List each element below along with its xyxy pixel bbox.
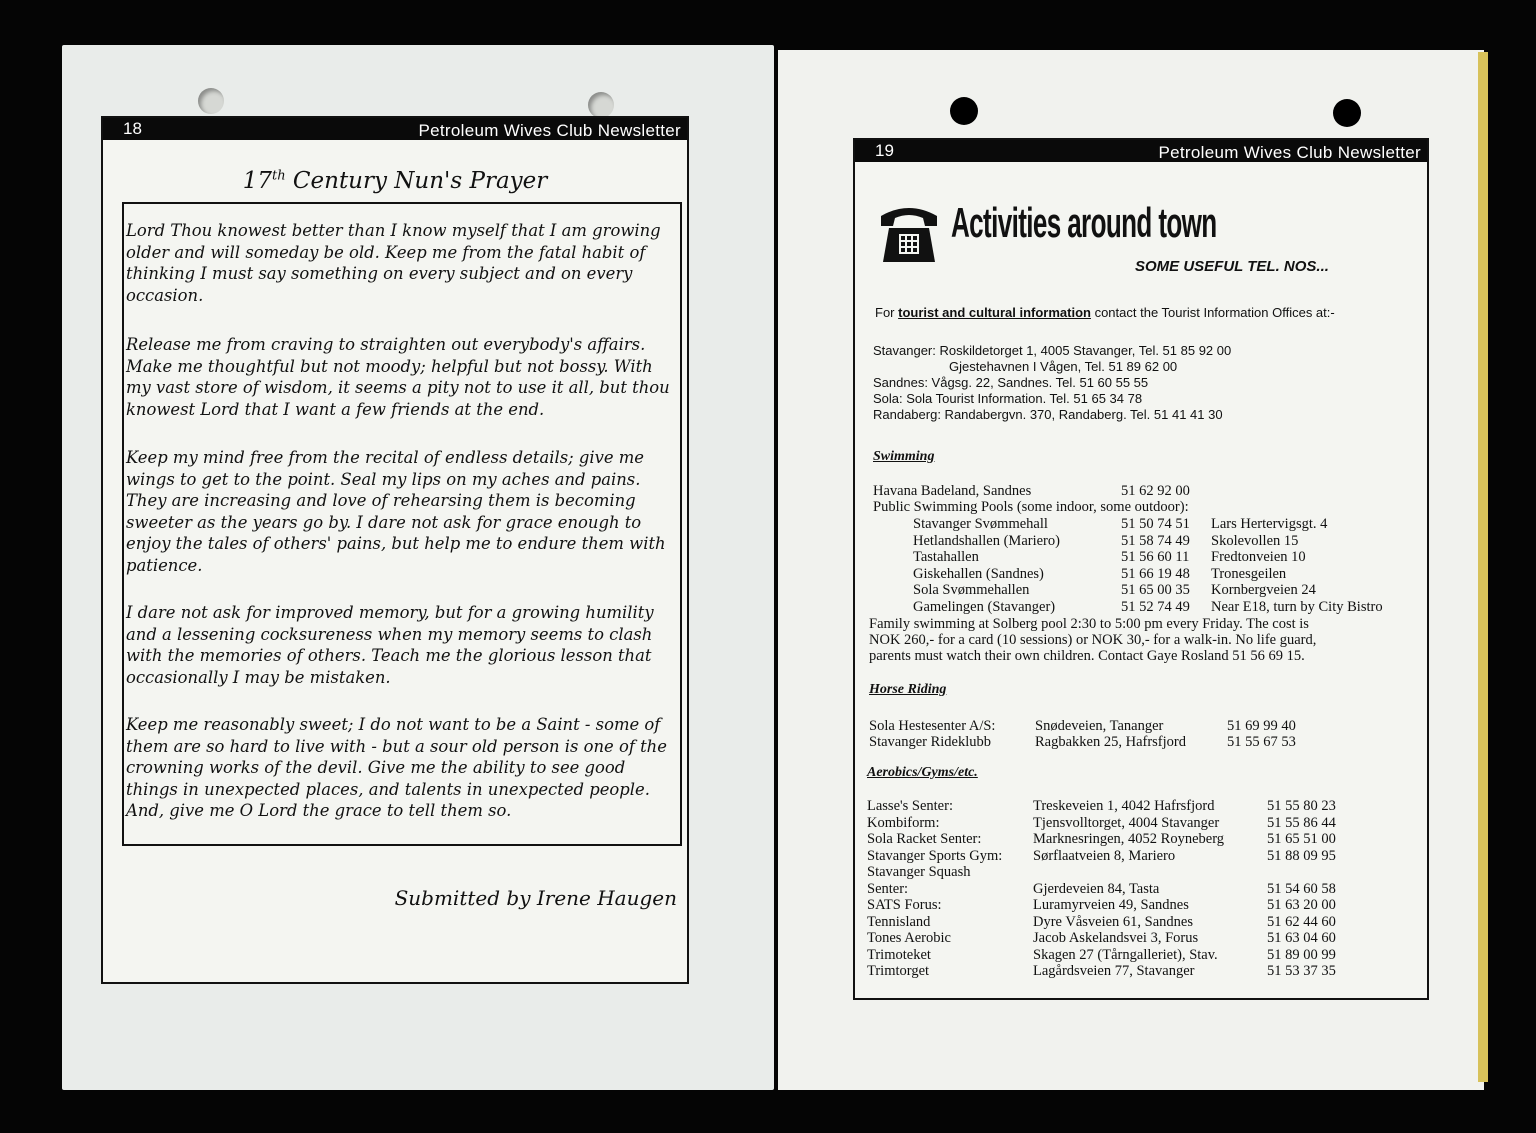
yellow-page-edge [1478,52,1488,1082]
swimming-heading: Swimming [873,449,935,464]
prayer-title [103,168,687,194]
gym-address: Lagårdsveien 77, Stavanger [1033,963,1195,979]
aerobics-heading: Aerobics/Gyms/etc. [867,765,978,780]
gym-address: Tjensvolltorget, 4004 Stavanger [1033,814,1220,831]
family-swim-line: NOK 260,- for a card (10 sessions) or NOK 30,- for a walk-in. No life guard, [869,632,1317,648]
pool-address: Tronesgeilen [1211,565,1287,582]
gym-name: Sola Racket Senter: [867,831,982,847]
pool-name: Giskehallen (Sandnes) [913,565,1044,582]
prayer-paragraph-4: I dare not ask for improved memory, but for a growing humility and a lessening cocksureness when my memory seems to clash with the memories of others. Teach me the glorious lesson that occasionally I may be mistaken. [126,603,654,687]
pool-tel: 51 58 74 49 [1121,532,1190,549]
gym-tel: 51 89 00 99 [1267,946,1336,963]
pool-name: Sola Svømmehallen [913,582,1030,599]
family-swim-line: parents must watch their own children. Contact Gaye Rosland 51 56 69 15. [869,648,1305,664]
horse-address: Snødeveien, Tananger [1035,718,1164,734]
title-number: 17 [242,168,272,194]
pool-tel: 51 52 74 49 [1121,599,1190,615]
tourist-intro [875,305,1335,320]
pool-tel: 51 50 74 51 [1121,516,1190,532]
gym-name: Tennisland [867,913,931,930]
gym-name: SATS Forus: [867,897,942,913]
page-number: 19 [875,141,894,160]
gym-address: Marknesringen, 4052 Royneberg [1033,831,1225,847]
pool-tel: 51 66 19 48 [1121,565,1190,582]
right-header-bar [855,140,1427,162]
gym-address: Dyre Våsveien 61, Sandnes [1033,913,1194,930]
tourist-line: Sola: Sola Tourist Information. Tel. 51 65 34 78 [873,391,1143,406]
gym-name: Stavanger Sports Gym: [867,847,1003,864]
gym-tel: 51 55 80 23 [1267,798,1336,814]
punch-hole-left-2 [588,92,614,118]
gym-name: Trimtorget [867,963,930,979]
pool-address: Near E18, turn by City Bistro [1211,599,1383,615]
pool-tel: 51 65 00 35 [1121,582,1190,599]
tourist-info-link: tourist and cultural information [898,305,1091,320]
gym-tel: 51 54 60 58 [1267,880,1336,897]
tourist-line: Randaberg: Randabergvn. 370, Randaberg. Tel. 51 41 41 30 [873,407,1223,422]
punch-hole-left-1 [198,88,224,114]
tourist-line: Stavanger: Roskildetorget 1, 4005 Stavanger, Tel. 51 85 92 00 [873,343,1232,358]
prayer-paragraph-5: Keep me reasonably sweet; I do not want to be a Saint - some of them are so hard to live with - but a sour old person is one of the crowning works of the devil. Give me the ability to see good things in unexpected places, and talents in unexpected people. And, give me O Lord the grace to tell them so. [126,715,667,820]
pool-tel: 51 56 60 11 [1121,549,1190,566]
page-number: 18 [123,119,142,138]
pool-address: Lars Hertervigsgt. 4 [1211,516,1328,532]
gym-name: Kombiform: [867,814,940,831]
activities-title: Activities around town [951,199,1217,246]
newsletter-title: Petroleum Wives Club Newsletter [418,121,681,140]
gym-tel: 51 62 44 60 [1267,913,1336,930]
gym-name: Tones Aerobic [867,930,951,946]
gym-tel: 51 63 04 60 [1267,930,1336,946]
gym-tel: 51 55 86 44 [1267,814,1336,831]
gym-address: Sørflaatveien 8, Mariero [1033,847,1176,864]
pool-name: Gamelingen (Stavanger) [913,599,1056,615]
prayer-paragraph-1: Lord Thou knowest better than I know myself that I am growing older and will someday be old. Keep me from the fatal habit of thinking I must say something on every subject and on every occasion. [126,221,661,305]
punch-hole-right-1 [950,97,978,125]
newsletter-title: Petroleum Wives Club Newsletter [1158,143,1421,162]
gym-tel: 51 63 20 00 [1267,897,1336,913]
tourist-line: Sandnes: Vågsg. 22, Sandnes. Tel. 51 60 55 55 [873,375,1149,390]
gym-address: Luramyrveien 49, Sandnes [1033,897,1189,913]
prayer-paragraph-3: Keep my mind free from the recital of endless details; give me wings to get to the point. Seal my lips on my aches and pains. They are increasing and love of rehearsing them is becoming sweeter as the years go by. I dare not ask for grace enough to enjoy the tales of others' pains, but help me to endure them with patience. [126,448,666,575]
tourist-line: Gjestehavnen I Vågen, Tel. 51 89 62 00 [949,359,1178,374]
gym-address: Jacob Askelandsvei 3, Forus [1033,930,1199,946]
gym-name: Trimoteket [867,946,931,963]
horse-address: Ragbakken 25, Hafrsfjord [1035,734,1186,750]
prayer-box [122,202,682,846]
havana-name: Havana Badeland, Sandnes [873,483,1032,499]
public-pools-intro: Public Swimming Pools (some indoor, some outdoor): [873,499,1189,515]
left-page-frame [101,116,689,984]
gym-tel: 51 53 37 35 [1267,963,1336,979]
title-ordinal: th [272,168,286,184]
gym-tel: 51 65 51 00 [1267,831,1336,847]
horse-name: Stavanger Rideklubb [869,734,992,750]
horse-name: Sola Hestesenter A/S: [869,718,996,734]
gym-name: Stavanger Squash [867,864,971,880]
right-page-frame [853,138,1429,1000]
horse-tel: 51 69 99 40 [1227,718,1296,734]
gym-name: Lasse's Senter: [867,798,953,814]
horse-riding-heading: Horse Riding [869,682,947,697]
pool-address: Fredtonveien 10 [1211,549,1306,566]
gym-tel: 51 88 09 95 [1267,847,1336,864]
telephone-icon [877,202,941,268]
pool-name: Tastahallen [913,549,979,566]
useful-numbers-label: SOME USEFUL TEL. NOS... [1135,258,1329,275]
pool-name: Hetlandshallen (Mariero) [913,532,1060,549]
pool-name: Stavanger Svømmehall [913,516,1048,532]
tourist-pre: For [875,305,899,320]
punch-hole-right-2 [1333,99,1361,127]
tourist-post: contact the Tourist Information Offices at:- [1090,305,1335,320]
gym-name: Senter: [867,880,909,897]
pool-address: Skolevollen 15 [1211,532,1299,549]
gym-address: Gjerdeveien 84, Tasta [1033,880,1160,897]
title-text: Century Nun's Prayer [285,168,548,194]
gym-address: Skagen 27 (Tårngalleriet), Stav. [1033,946,1218,963]
submitted-by: Submitted by Irene Haugen [394,886,677,910]
family-swim-line: Family swimming at Solberg pool 2:30 to 5:00 pm every Friday. The cost is [869,616,1309,632]
left-header-bar [103,118,687,140]
pool-address: Kornbergveien 24 [1211,582,1316,599]
gym-address: Treskeveien 1, 4042 Hafrsfjord [1033,798,1215,814]
horse-tel: 51 55 67 53 [1227,734,1296,750]
havana-tel: 51 62 92 00 [1121,483,1190,499]
prayer-paragraph-2: Release me from craving to straighten out everybody's affairs. Make me thoughtful but not moody; helpful but not bossy. With my vast store of wisdom, it seems a pity not to use it all, but thou knowest Lord that I want a few friends at the end. [126,335,670,419]
